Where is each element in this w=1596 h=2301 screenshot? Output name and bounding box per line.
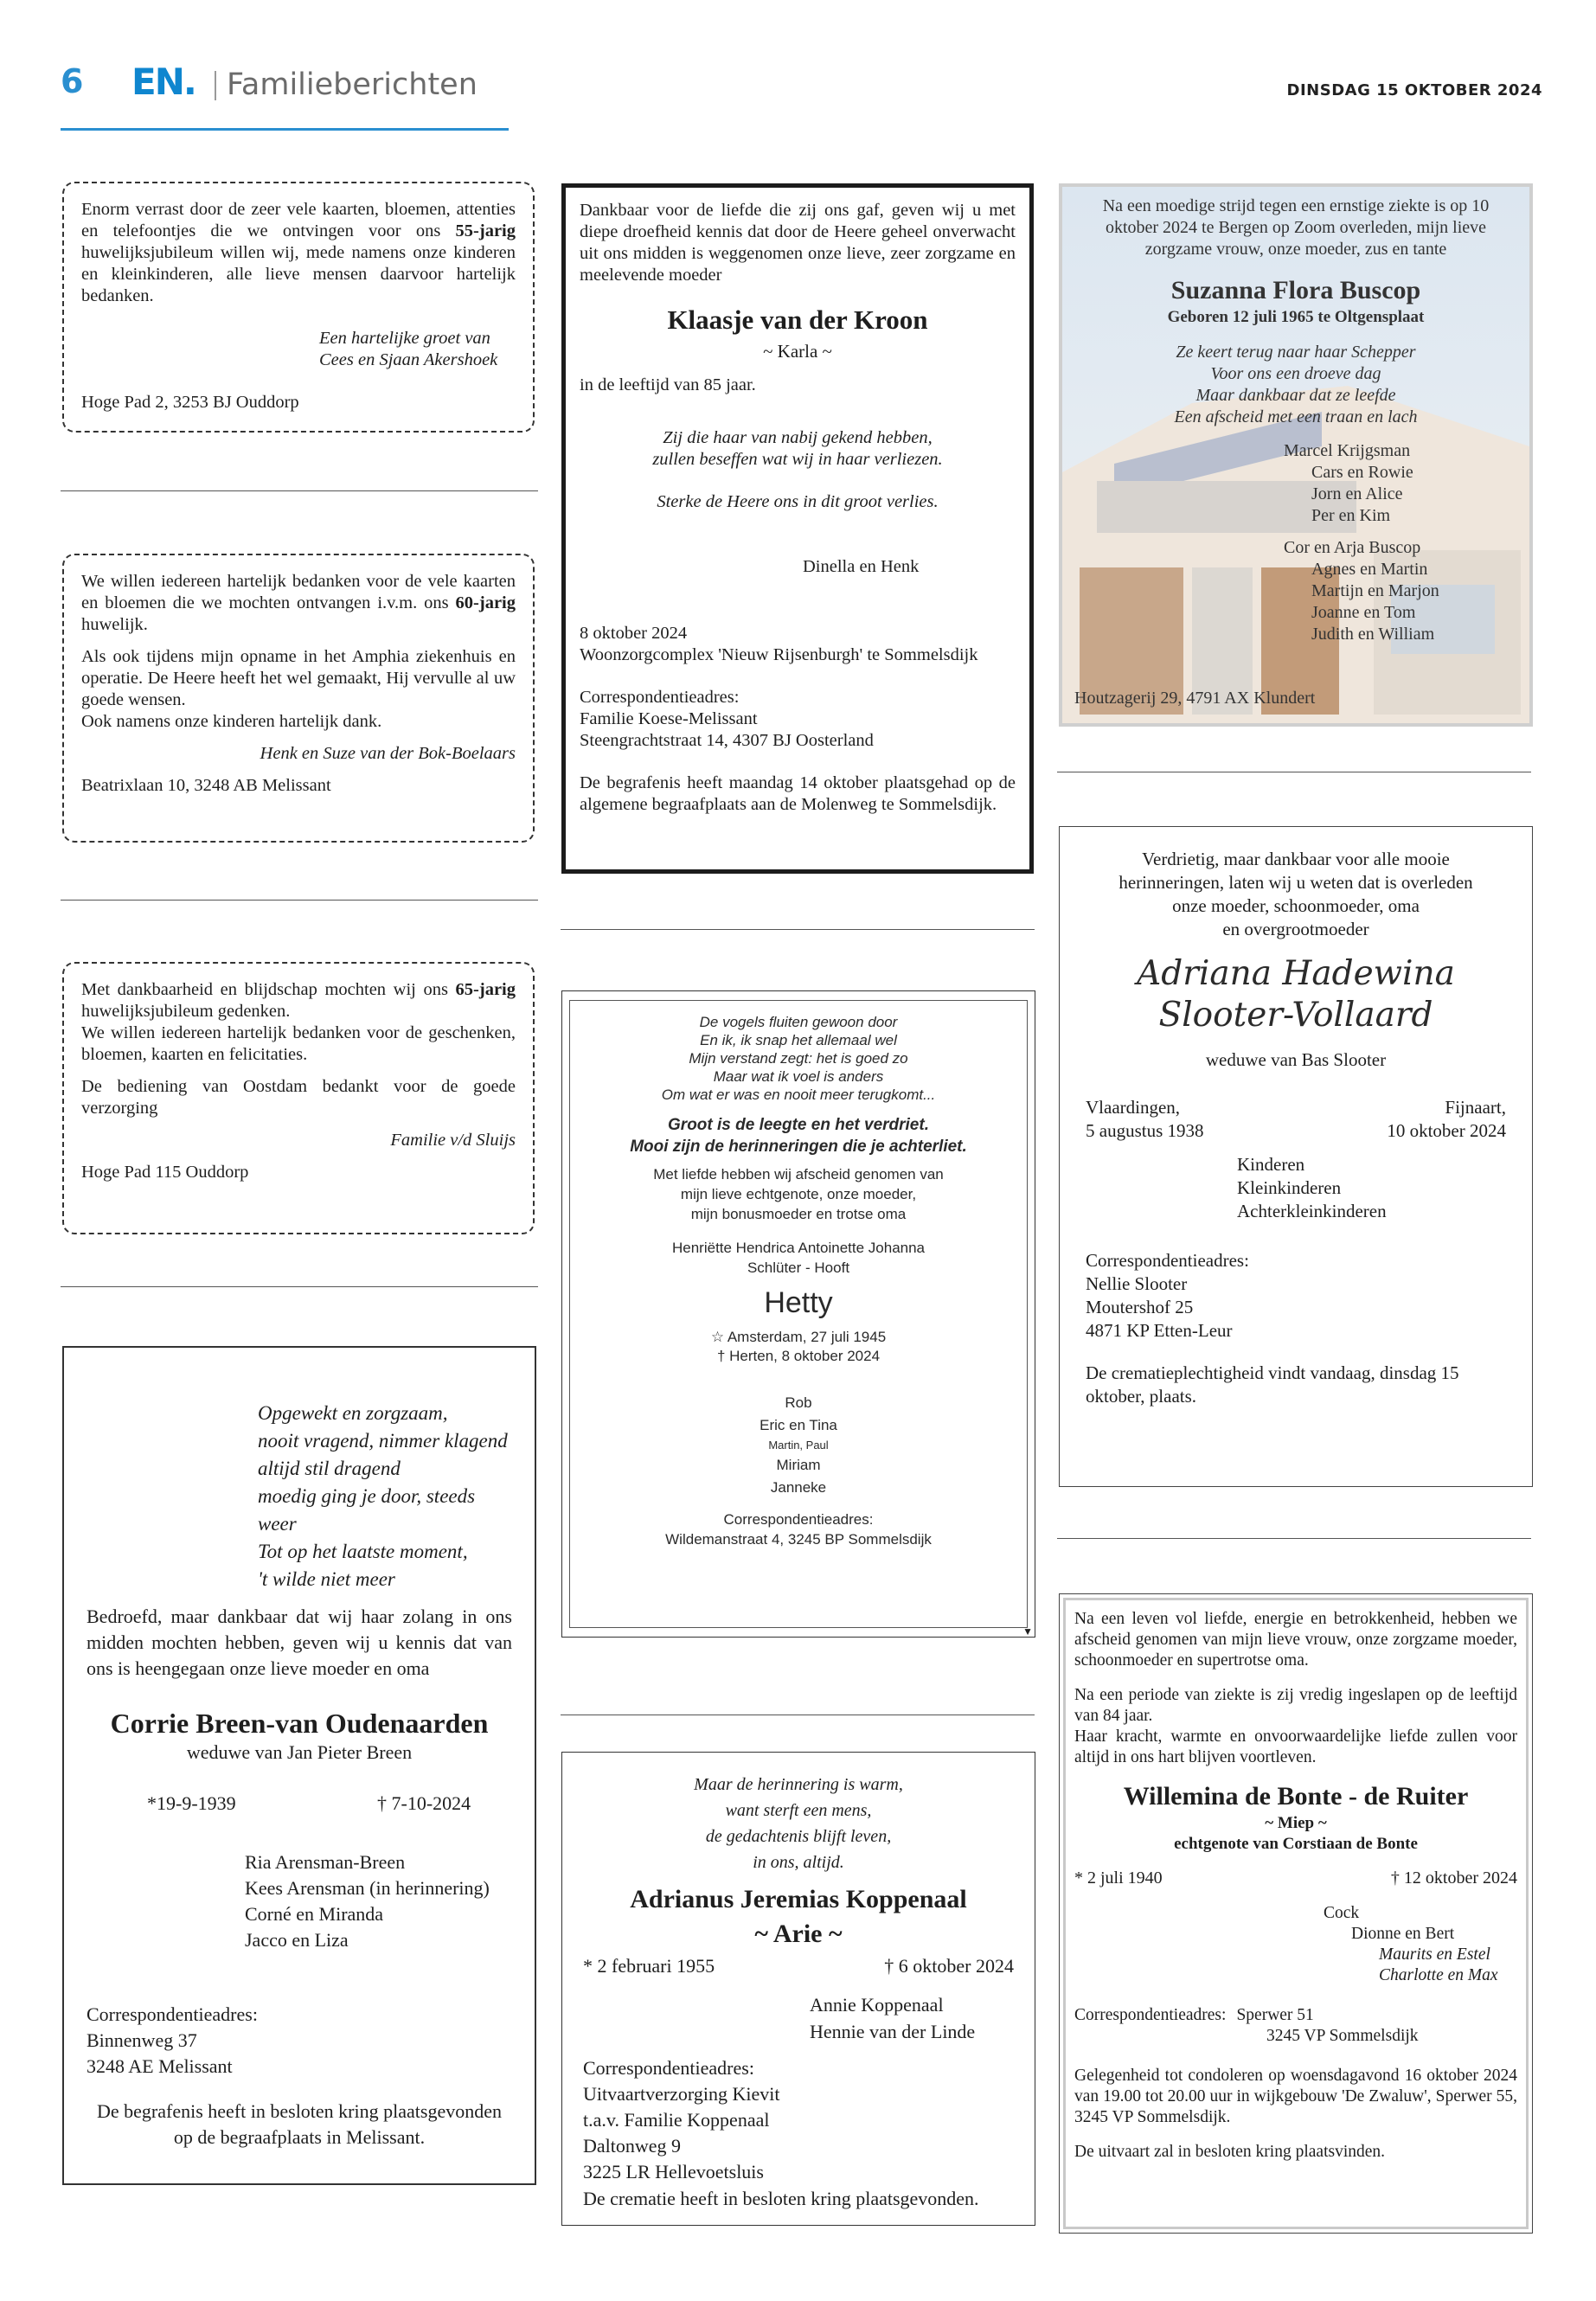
correspondence-address: Correspondentieadres: Sperwer 51 3245 VP Sommelsdijk bbox=[1074, 2006, 1419, 2045]
notice-intro: Dankbaar voor de liefde die zij ons gaf, geven wij u met diepe droefheid kennis dat door de Heere geheel onverwacht uit ons midden is weggenomen onze lieve, zeer zorgzame en meelevende moeder bbox=[580, 201, 1016, 285]
death-notice-hetty bbox=[561, 990, 1035, 1638]
notice-text: Met dankbaarheid en blijdschap mochten wij ons 65-jarig huwelijksjubileum gedenken. bbox=[81, 980, 516, 1021]
age: in de leeftijd van 85 jaar. bbox=[580, 375, 756, 394]
birth-info: Vlaardingen, 5 augustus 1938 bbox=[1086, 1097, 1204, 1141]
correspondence-address: Correspondentieadres: Uitvaartverzorging Kievit t.a.v. Familie Koppenaal Daltonweg 9 3225 LR Hellevoetsluis bbox=[583, 2057, 780, 2182]
death-notice-koppenaal bbox=[561, 1752, 1035, 2226]
funeral-info: De begrafenis heeft maandag 14 oktober plaatsgehad op de algemene begraafplaats aan de Molenweg te Sommelsdijk. bbox=[580, 773, 1016, 814]
bold-quote: Groot is de leegte en het verdriet. bbox=[668, 1116, 929, 1134]
bold-quote: Mooi zijn de herinneringen die je achterliet. bbox=[630, 1138, 967, 1156]
notice-intro: Bedroefd, maar dankbaar dat wij haar zolang in ons midden mochten hebben, geven wij u kennis dat van ons is heengegaan onze lieve moeder en oma bbox=[87, 1606, 512, 1679]
death-date: † 7-10-2024 bbox=[377, 1792, 471, 1814]
death-date: † 12 oktober 2024 bbox=[1390, 1868, 1517, 1888]
death-notice-de-bonte bbox=[1059, 1593, 1533, 2234]
condolence-info: Gelegenheid tot condoleren op woensdagavond 16 oktober 2024 van 19.00 tot 20.00 uur in wijkgebouw 'De Zwaluw', Sperwer 55, 3245 VP Sommelsdijk. bbox=[1074, 2067, 1517, 2126]
notice-paragraph: Ook namens onze kinderen hartelijk dank. bbox=[81, 712, 382, 731]
inner-frame bbox=[1063, 1598, 1529, 2229]
birth-date: * 2 juli 1940 bbox=[1074, 1868, 1163, 1888]
signature: Familie v/d Sluijs bbox=[390, 1131, 516, 1150]
deceased-name: Klaasje van der Kroon bbox=[667, 304, 928, 335]
signature: Henk en Suze van der Bok-Boelaars bbox=[260, 744, 516, 763]
correspondence-address: Wildemanstraat 4, 3245 BP Sommelsdijk bbox=[665, 1531, 932, 1548]
logo: EN. bbox=[131, 61, 195, 103]
death-notice-van-der-kroon bbox=[561, 183, 1034, 874]
thank-you-notice-van-der-sluijs bbox=[62, 962, 535, 1234]
correspondence-address: Correspondentieadres: Nellie Slooter Moutershof 25 4871 KP Etten-Leur bbox=[1086, 1250, 1249, 1341]
correspondence-address: Correspondentieadres: Binnenweg 37 3248 AE Melissant bbox=[87, 2003, 258, 2077]
greeting-names: Cees en Sjaan Akershoek bbox=[319, 350, 498, 369]
deceased-name: Willemina de Bonte - de Ruiter bbox=[1123, 1782, 1469, 1811]
notice-paragraph: Als ook tijdens mijn opname in het Amphia ziekenhuis en operatie. De Heere heeft het wel gemaakt, Hij vervulle al uw goede wensen. bbox=[81, 647, 516, 709]
deceased-name-script: Slooter-Vollaard bbox=[1158, 996, 1433, 1035]
notice-paragraph: We willen iedereen hartelijk bedanken voor de geschenken, bloemen, kaarten en felicitaties. bbox=[81, 1023, 516, 1064]
family-list: Kinderen Kleinkinderen Achterkleinkinderen bbox=[1237, 1154, 1387, 1221]
family: Dinella en Henk bbox=[803, 557, 920, 576]
family-list: Annie Koppenaal Hennie van der Linde bbox=[810, 1994, 976, 2042]
address: Beatrixlaan 10, 3248 AB Melissant bbox=[81, 776, 331, 795]
column-divider bbox=[61, 1286, 538, 1287]
funeral-info: De begrafenis heeft in besloten kring plaatsgevonden op de begraafplaats in Melissant. bbox=[97, 2100, 502, 2148]
death-date: 8 oktober 2024 bbox=[580, 624, 688, 643]
column-divider bbox=[61, 490, 538, 491]
deceased-name: Suzanna Flora Buscop bbox=[1170, 276, 1421, 304]
deceased-subtitle: weduwe van Bas Slooter bbox=[1205, 1049, 1387, 1070]
greeting-line: Een hartelijke groet van bbox=[319, 329, 490, 348]
column-divider bbox=[1057, 1538, 1531, 1539]
section-title: Familieberichten bbox=[227, 67, 478, 102]
deceased-nickname: ~ Karla ~ bbox=[763, 341, 832, 362]
address: Hoge Pad 2, 3253 BJ Ouddorp bbox=[81, 393, 299, 412]
birth-info: Geboren 12 juli 1965 te Oltgensplaat bbox=[1167, 308, 1425, 326]
correspondence-line: Familie Koese-Melissant bbox=[580, 709, 758, 728]
full-name: Henriëtte Hendrica Antoinette Johanna bbox=[671, 1240, 926, 1256]
column-divider bbox=[561, 929, 1035, 930]
notice-intro: Verdrietig, maar dankbaar voor alle mooie herinneringen, laten wij u weten dat is overleden onze moeder, schoonmoeder, oma en overgrootmoeder bbox=[1118, 849, 1473, 939]
correspondence-label: Correspondentieadres: bbox=[723, 1511, 874, 1528]
death-notice-slooter-vollaard bbox=[1059, 826, 1533, 1487]
notice-paragraph: De bediening van Oostdam bedankt voor de goede verzorging bbox=[81, 1077, 516, 1118]
address: Houtzagerij 29, 4791 AX Klundert bbox=[1074, 689, 1316, 708]
notice-text: Enorm verrast door de zeer vele kaarten, bloemen, attenties en telefoontjes die we ontvingen voor ons 55-jarig huwelijksjubileum willen wij, mede namens onze kinderen en kleinkinderen, alle lieve mensen daarvoor hartelijk bedanken. bbox=[81, 200, 516, 305]
quote-line: zullen beseffen wat wij in haar verliezen. bbox=[652, 450, 943, 469]
deceased-nickname: ~ Arie ~ bbox=[754, 1920, 843, 1948]
correspondence-label: Correspondentieadres: bbox=[580, 688, 740, 707]
deceased-nickname: ~ Miep ~ bbox=[1265, 1814, 1327, 1832]
deceased-name: Hetty bbox=[764, 1286, 833, 1319]
full-name: Schlüter - Hooft bbox=[747, 1259, 850, 1276]
notice-paragraph: Haar kracht, warmte en onvoorwaardelijke liefde zullen voor altijd in ons hart blijven voortleven. bbox=[1074, 1727, 1517, 1766]
death-notice-breen bbox=[62, 1346, 536, 2185]
deceased-subtitle: weduwe van Jan Pieter Breen bbox=[186, 1741, 413, 1763]
notice-intro: Na een leven vol liefde, energie en betrokkenheid, hebben we afscheid genomen van mijn lieve vrouw, onze zorgzame moeder, schoonmoeder en supertrotse oma. bbox=[1074, 1610, 1517, 1670]
deceased-name: Corrie Breen-van Oudenaarden bbox=[110, 1708, 489, 1739]
poem: Ze keert terug naar haar Schepper Voor ons een droeve dag Maar dankbaar dat ze leefde Een afscheid met een traan en lach bbox=[1174, 343, 1418, 426]
poem: Maar de herinnering is warm, want sterft een mens, de gedachtenis blijft leven, in ons, altijd. bbox=[694, 1775, 903, 1872]
thank-you-notice-van-der-bok bbox=[62, 554, 535, 843]
death-place: Woonzorgcomplex 'Nieuw Rijsenburgh' te Sommelsdijk bbox=[580, 645, 978, 664]
notice-intro: Met liefde hebben wij afscheid genomen van mijn lieve echtgenote, onze moeder, mijn bonusmoeder en trotse oma bbox=[653, 1166, 944, 1222]
birth-date: * 2 februari 1955 bbox=[583, 1955, 715, 1977]
birth-info: ☆ Amsterdam, 27 juli 1945 bbox=[710, 1329, 887, 1345]
issue-date: DINSDAG 15 OKTOBER 2024 bbox=[1286, 81, 1542, 99]
quote-line: Zij die haar van nabij gekend hebben, bbox=[663, 428, 933, 447]
page-number: 6 bbox=[61, 62, 84, 100]
inner-frame bbox=[569, 1000, 1028, 1628]
cremation-info: De crematie heeft in besloten kring plaatsgevonden. bbox=[583, 2188, 979, 2209]
death-info: Fijnaart, 10 oktober 2024 bbox=[1387, 1097, 1506, 1141]
death-notice-buscop bbox=[1059, 183, 1533, 727]
funeral-info: De uitvaart zal in besloten kring plaatsvinden. bbox=[1074, 2143, 1386, 2161]
notice-intro: Na een moedige strijd tegen een ernstige ziekte is op 10 oktober 2024 te Bergen op Zoom overleden, mijn lieve zorgzame vrouw, onze moeder, zus en tante bbox=[1102, 196, 1490, 259]
cremation-info: De crematieplechtigheid vindt vandaag, dinsdag 15 oktober, plaats. bbox=[1086, 1362, 1459, 1407]
thank-you-notice-akershoek bbox=[62, 182, 535, 433]
notice-text: We willen iedereen hartelijk bedanken voor de vele kaarten en bloemen die we mochten ontvangen i.v.m. ons 60-jarig huwelijk. bbox=[81, 572, 516, 634]
family-list: Ria Arensman-Breen Kees Arensman (in herinnering) Corné en Miranda Jacco en Liza bbox=[245, 1851, 490, 1951]
notice-paragraph: Na een periode van ziekte is zij vredig ingeslapen op de leeftijd van 84 jaar. bbox=[1074, 1686, 1517, 1725]
correspondence-line: Steengrachtstraat 14, 4307 BJ Oosterland bbox=[580, 731, 874, 750]
family-list: Cock Dionne en Bert Maurits en Estel Charlotte en Max bbox=[1324, 1904, 1498, 1984]
star-icon: ☆ bbox=[710, 1329, 727, 1345]
cross-icon: † bbox=[716, 1348, 730, 1364]
header-divider bbox=[215, 71, 216, 100]
family-list: Marcel Krijgsman Cars en Rowie Jorn en Alice Per en Kim Cor en Arja Buscop Agnes en Martin Martijn en Marjon Joanne en Tom Judith en William bbox=[1284, 441, 1439, 644]
death-date: † 6 oktober 2024 bbox=[884, 1955, 1014, 1977]
column-divider bbox=[61, 900, 538, 901]
death-info: † Herten, 8 oktober 2024 bbox=[716, 1348, 881, 1364]
poem: Opgewekt en zorgzaam, nooit vragend, nimmer klagend altijd stil dragend moedig ging je door, steeds weer Tot op het laatste moment, 't wilde niet meer bbox=[258, 1402, 508, 1590]
deceased-subtitle: echtgenote van Corstiaan de Bonte bbox=[1174, 1835, 1418, 1853]
birth-date: *19-9-1939 bbox=[147, 1792, 236, 1814]
deceased-name-script: Adriana Hadewina bbox=[1137, 954, 1455, 993]
header-rule bbox=[61, 128, 509, 131]
address: Hoge Pad 115 Ouddorp bbox=[81, 1163, 249, 1182]
family-list: Rob Eric en Tina Martin, Paul Miriam Janneke bbox=[760, 1394, 837, 1496]
corner-arrow-icon: ▼ bbox=[1022, 1625, 1033, 1638]
poem: De vogels fluiten gewoon door En ik, ik snap het allemaal wel Mijn verstand zegt: het is goed zo Maar wat ik voel is anders Om wat er was en nooit meer terugkomt... bbox=[661, 1014, 936, 1103]
quote-line: Sterke de Heere ons in dit groot verlies. bbox=[657, 492, 939, 511]
deceased-name: Adrianus Jeremias Koppenaal bbox=[630, 1885, 967, 1913]
